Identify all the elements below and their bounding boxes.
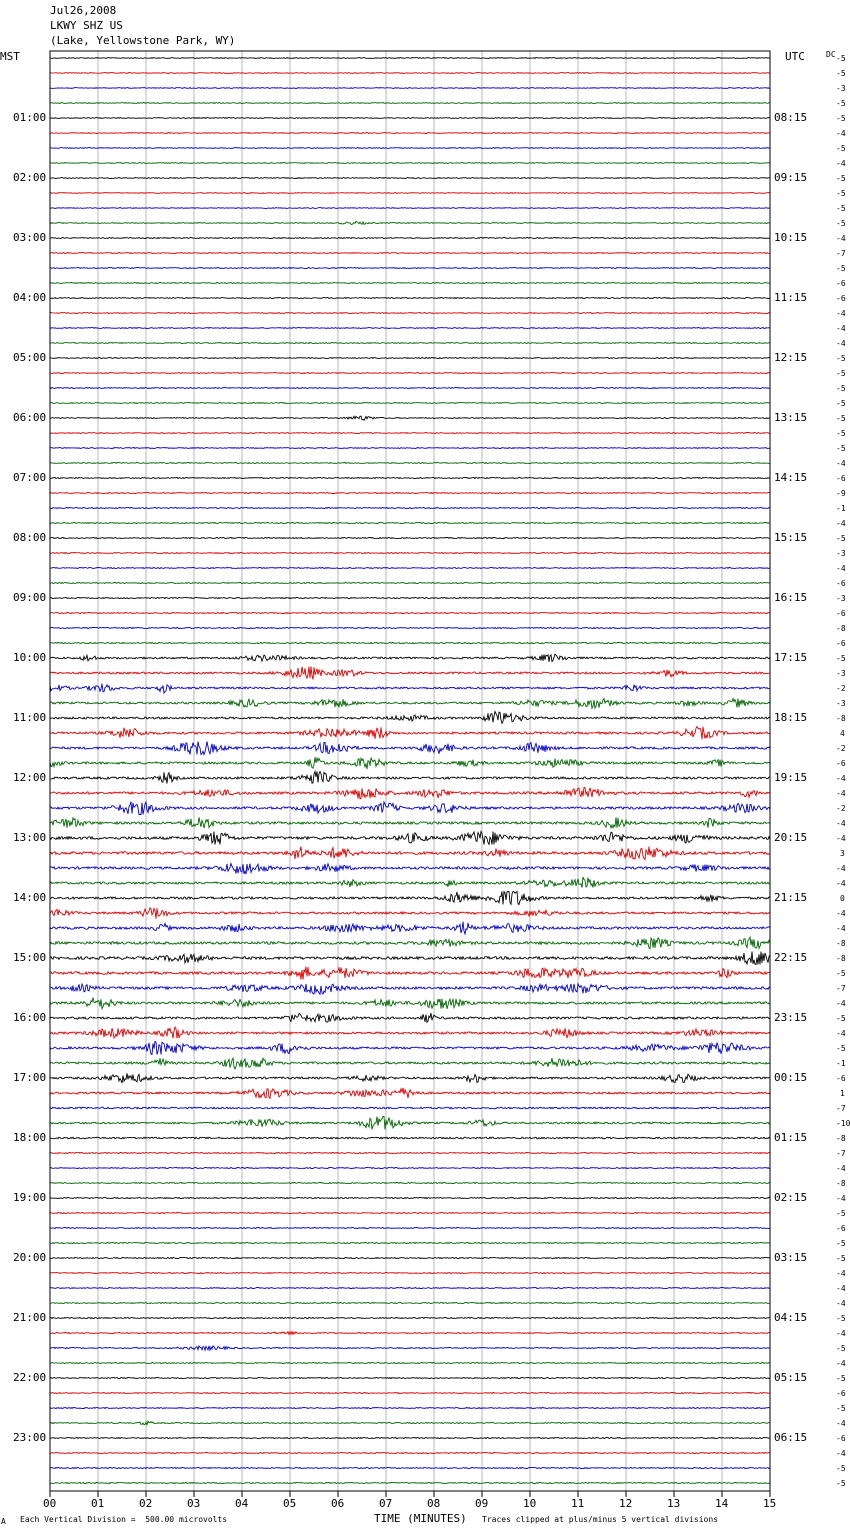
trace-row-57	[50, 908, 770, 919]
trace-row-74	[50, 1167, 770, 1168]
trace-row-12	[50, 238, 770, 239]
dc-offset-label: -1	[836, 504, 846, 513]
trace-row-65	[50, 1027, 770, 1038]
right-hour-label: 04:15	[774, 1311, 808, 1324]
trace-row-67	[50, 1058, 770, 1069]
right-timezone: UTC	[785, 50, 805, 63]
right-hour-label: 00:15	[774, 1071, 808, 1084]
trace-row-23	[50, 403, 770, 404]
trace-row-17	[50, 313, 770, 314]
trace-row-48	[50, 772, 770, 784]
trace-row-52	[50, 832, 770, 845]
trace-row-7	[50, 163, 770, 164]
trace-row-39	[50, 642, 770, 643]
dc-offset-label: -4	[836, 879, 846, 888]
trace-row-5	[50, 133, 770, 134]
x-tick-label: 12	[619, 1497, 633, 1510]
dc-offset-label: -6	[836, 279, 846, 288]
x-tick-label: 05	[283, 1497, 297, 1510]
left-hour-label: 02:00	[13, 171, 47, 184]
right-hour-label: 05:15	[774, 1371, 808, 1384]
trace-row-22	[50, 388, 770, 389]
dc-offset-label: -4	[836, 339, 846, 348]
plot-frame	[50, 51, 770, 1491]
trace-row-10	[50, 208, 770, 209]
trace-row-18	[50, 328, 770, 329]
dc-offset-label: -5	[836, 534, 846, 543]
trace-row-30	[50, 507, 770, 508]
left-hour-label: 06:00	[13, 411, 47, 424]
left-hour-label: 18:00	[13, 1131, 47, 1144]
trace-row-78	[50, 1227, 770, 1228]
dc-offset-label: -10	[836, 1119, 850, 1128]
dc-offset-label: -4	[836, 819, 846, 828]
x-tick-label: 01	[91, 1497, 105, 1510]
trace-row-1	[50, 73, 770, 74]
right-hour-label: 19:15	[774, 771, 808, 784]
trace-row-45	[50, 727, 770, 740]
left-hour-label: 22:00	[13, 1371, 47, 1384]
dc-offset-label: -4	[836, 789, 846, 798]
x-axis-label: TIME (MINUTES)	[374, 1512, 467, 1525]
trace-row-68	[50, 1073, 770, 1083]
dc-offset-label: -5	[836, 69, 846, 78]
trace-row-41	[50, 667, 770, 680]
trace-row-94	[50, 1467, 770, 1468]
trace-row-20	[50, 358, 770, 359]
trace-row-55	[50, 877, 770, 887]
dc-offset-label: -2	[836, 804, 846, 813]
dc-offset-label: -6	[836, 1389, 846, 1398]
dc-offset-label: -5	[836, 969, 846, 978]
trace-row-2	[50, 88, 770, 89]
right-hour-label: 23:15	[774, 1011, 808, 1024]
dc-offset-label: -5	[836, 174, 846, 183]
trace-row-60	[50, 952, 770, 965]
dc-offset-label: -5	[836, 354, 846, 363]
right-hour-label: 18:15	[774, 711, 808, 724]
trace-row-62	[50, 984, 770, 995]
right-hour-label: 15:15	[774, 531, 808, 544]
trace-row-81	[50, 1272, 770, 1273]
dc-offset-label: -5	[836, 414, 846, 423]
left-hour-label: 20:00	[13, 1251, 47, 1264]
right-hour-label: 12:15	[774, 351, 808, 364]
dc-offset-label: -8	[836, 714, 846, 723]
left-hour-label: 09:00	[13, 591, 47, 604]
trace-row-44	[50, 712, 770, 724]
dc-offset-label: -2	[836, 744, 846, 753]
left-hour-label: 14:00	[13, 891, 47, 904]
dc-offset-label: -9	[836, 489, 846, 498]
dc-offset-label: -4	[836, 519, 846, 528]
trace-row-46	[50, 742, 770, 755]
x-tick-label: 15	[763, 1497, 777, 1510]
trace-row-70	[50, 1107, 770, 1109]
left-hour-label: 21:00	[13, 1311, 47, 1324]
x-tick-label: 03	[187, 1497, 201, 1510]
x-tick-label: 00	[43, 1497, 57, 1510]
left-hour-label: 07:00	[13, 471, 47, 484]
trace-row-38	[50, 627, 770, 628]
dc-offset-label: -7	[836, 984, 846, 993]
trace-row-90	[50, 1407, 770, 1408]
dc-offset-label: -5	[836, 1464, 846, 1473]
dc-offset-label: -3	[836, 594, 846, 603]
dc-offset-label: -4	[836, 1329, 846, 1338]
trace-row-82	[50, 1287, 770, 1288]
trace-row-13	[50, 253, 770, 254]
trace-row-73	[50, 1152, 770, 1153]
left-hour-label: 01:00	[13, 111, 47, 124]
trace-row-75	[50, 1182, 770, 1183]
dc-offset-label: -5	[836, 54, 846, 63]
dc-offset-label: -5	[836, 99, 846, 108]
trace-row-33	[50, 552, 770, 553]
trace-row-83	[50, 1302, 770, 1303]
dc-offset-label: -4	[836, 999, 846, 1008]
dc-offset-label: -5	[836, 144, 846, 153]
dc-offset-label: -4	[836, 459, 846, 468]
trace-row-50	[50, 802, 770, 815]
dc-offset-label: -4	[836, 1194, 846, 1203]
dc-offset-label: -7	[836, 1104, 846, 1113]
trace-row-9	[50, 193, 770, 194]
dc-offset-label: -4	[836, 1029, 846, 1038]
dc-offset-label: -4	[836, 564, 846, 573]
trace-row-69	[50, 1088, 770, 1099]
dc-offset-label: -4	[836, 1449, 846, 1458]
trace-row-21	[50, 373, 770, 374]
right-hour-label: 22:15	[774, 951, 808, 964]
right-hour-label: 17:15	[774, 651, 808, 664]
dc-offset-label: -3	[836, 699, 846, 708]
right-hour-label: 03:15	[774, 1251, 808, 1264]
left-hour-label: 10:00	[13, 651, 47, 664]
trace-row-16	[50, 298, 770, 299]
station-location: (Lake, Yellowstone Park, WY)	[50, 34, 236, 47]
dc-offset-label: -3	[836, 84, 846, 93]
right-hour-label: 11:15	[774, 291, 808, 304]
x-axis-ticks	[50, 1491, 770, 1497]
dc-offset-label: -5	[836, 654, 846, 663]
x-tick-label: 02	[139, 1497, 153, 1510]
dc-offset-label: -4	[836, 324, 846, 333]
dc-offset-label: -8	[836, 1179, 846, 1188]
dc-offset-label: -4	[836, 834, 846, 843]
dc-offset-label: -4	[836, 1359, 846, 1368]
scale-note: Each Vertical Division = 500.00 microvolts	[20, 1515, 228, 1524]
trace-row-54	[50, 864, 770, 875]
trace-row-15	[50, 283, 770, 284]
dc-offset-label: -5	[836, 429, 846, 438]
dc-offset-label: -4	[836, 234, 846, 243]
trace-row-95	[50, 1482, 770, 1483]
right-hour-label: 21:15	[774, 891, 808, 904]
x-tick-label: 07	[379, 1497, 393, 1510]
left-hour-label: 03:00	[13, 231, 47, 244]
dc-offset-label: -6	[836, 759, 846, 768]
dc-offset-label: -5	[836, 189, 846, 198]
dc-offset-label: 1	[840, 1089, 845, 1098]
dc-offset-label: -5	[836, 264, 846, 273]
dc-offset-label: -6	[836, 1074, 846, 1083]
left-hour-label: 13:00	[13, 831, 47, 844]
trace-row-59	[50, 937, 770, 949]
dc-offset-label: -6	[836, 294, 846, 303]
dc-offset-label: -6	[836, 1224, 846, 1233]
trace-row-79	[50, 1242, 770, 1243]
dc-offset-label: -4	[836, 1299, 846, 1308]
right-hour-label: 16:15	[774, 591, 808, 604]
x-tick-label: 08	[427, 1497, 441, 1510]
dc-offset-label: -3	[836, 669, 846, 678]
dc-offset-label: -4	[836, 1284, 846, 1293]
dc-offset-label: -5	[836, 204, 846, 213]
trace-row-24	[50, 416, 770, 420]
dc-offset-label: 4	[840, 729, 845, 738]
x-tick-label: 04	[235, 1497, 249, 1510]
dc-offset-label: -5	[836, 114, 846, 123]
x-tick-label: 06	[331, 1497, 345, 1510]
left-hour-label: 12:00	[13, 771, 47, 784]
left-hour-label: 04:00	[13, 291, 47, 304]
x-tick-label: 11	[571, 1497, 585, 1510]
trace-row-80	[50, 1257, 770, 1258]
trace-row-3	[50, 103, 770, 104]
trace-row-28	[50, 477, 770, 478]
dc-offset-label: -4	[836, 924, 846, 933]
dc-offset-label: -5	[836, 399, 846, 408]
trace-row-77	[50, 1212, 770, 1213]
dc-offset-label: -8	[836, 954, 846, 963]
dc-offset-label: -4	[836, 129, 846, 138]
trace-row-86	[50, 1346, 770, 1350]
right-hour-label: 13:15	[774, 411, 808, 424]
x-tick-label: 13	[667, 1497, 681, 1510]
left-hour-label: 08:00	[13, 531, 47, 544]
trace-row-92	[50, 1437, 770, 1438]
clip-note: Traces clipped at plus/minus 5 vertical divisions	[482, 1515, 719, 1524]
dc-offset-label: -5	[836, 1404, 846, 1413]
left-hour-label: 05:00	[13, 351, 47, 364]
left-timezone: MST	[0, 50, 20, 63]
station-code: LKWY SHZ US	[50, 19, 123, 32]
dc-offset-label: -8	[836, 624, 846, 633]
trace-row-32	[50, 537, 770, 538]
trace-row-53	[50, 847, 770, 860]
dc-offset-label: -4	[836, 909, 846, 918]
trace-row-29	[50, 492, 770, 493]
dc-offset-label: -4	[836, 309, 846, 318]
right-hour-label: 02:15	[774, 1191, 808, 1204]
dc-offset-label: -5	[836, 1209, 846, 1218]
seismic-traces	[50, 58, 770, 1484]
dc-offset-label: -6	[836, 579, 846, 588]
trace-row-19	[50, 343, 770, 344]
dc-offset-label: -5	[836, 369, 846, 378]
trace-row-63	[50, 998, 770, 1009]
dc-offset-label: -6	[836, 609, 846, 618]
minute-gridlines	[98, 51, 722, 1491]
trace-row-71	[50, 1117, 770, 1130]
trace-row-34	[50, 567, 770, 568]
dc-offset-label: -1	[836, 1059, 846, 1068]
left-hour-label: 15:00	[13, 951, 47, 964]
trace-row-85	[50, 1331, 770, 1334]
trace-row-35	[50, 582, 770, 583]
trace-row-8	[50, 178, 770, 179]
dc-offset-label: -4	[836, 864, 846, 873]
dc-offset-label: -5	[836, 1479, 846, 1488]
trace-row-11	[50, 221, 770, 224]
trace-row-89	[50, 1392, 770, 1393]
left-hour-label: 16:00	[13, 1011, 47, 1024]
dc-offset-label: -8	[836, 939, 846, 948]
dc-offset-label: -3	[836, 549, 846, 558]
trace-row-6	[50, 148, 770, 149]
right-hour-label: 14:15	[774, 471, 808, 484]
trace-row-76	[50, 1197, 770, 1198]
trace-row-66	[50, 1042, 770, 1055]
trace-row-51	[50, 817, 770, 828]
trace-row-25	[50, 433, 770, 434]
left-hour-label: 23:00	[13, 1431, 47, 1444]
trace-row-61	[50, 967, 770, 980]
dc-offset-label: 0	[840, 894, 845, 903]
trace-row-58	[50, 922, 770, 934]
trace-row-26	[50, 448, 770, 449]
dc-offset-label: -5	[836, 1014, 846, 1023]
trace-row-87	[50, 1362, 770, 1363]
x-tick-label: 09	[475, 1497, 489, 1510]
chart-date: Jul26,2008	[50, 4, 117, 17]
right-hour-label: 01:15	[774, 1131, 808, 1144]
trace-row-42	[50, 684, 770, 693]
trace-row-27	[50, 463, 770, 464]
trace-row-72	[50, 1137, 770, 1139]
dc-offset-label: 3	[840, 849, 845, 858]
trace-row-49	[50, 787, 770, 798]
dc-offset-label: -5	[836, 444, 846, 453]
dc-offset-label: -4	[836, 1419, 846, 1428]
right-hour-label: 08:15	[774, 111, 808, 124]
dc-offset-label: -4	[836, 1269, 846, 1278]
dc-offset-label: -7	[836, 1149, 846, 1158]
dc-offset-label: -7	[836, 249, 846, 258]
trace-row-0	[50, 58, 770, 59]
dc-label: DC	[826, 50, 836, 59]
trace-row-40	[50, 654, 770, 662]
corner-mark: A	[1, 1517, 6, 1526]
dc-offset-label: -5	[836, 1344, 846, 1353]
dc-offset-label: -5	[836, 1314, 846, 1323]
dc-offset-label: -6	[836, 1434, 846, 1443]
dc-offset-label: -5	[836, 1254, 846, 1263]
trace-row-4	[50, 118, 770, 119]
trace-row-47	[50, 757, 770, 769]
trace-row-64	[50, 1013, 770, 1022]
dc-offset-label: -4	[836, 159, 846, 168]
left-hour-label: 11:00	[13, 711, 47, 724]
left-hour-label: 17:00	[13, 1071, 47, 1084]
trace-row-56	[50, 892, 770, 905]
trace-row-88	[50, 1377, 770, 1378]
trace-row-36	[50, 597, 770, 598]
trace-row-43	[50, 699, 770, 709]
right-hour-label: 06:15	[774, 1431, 808, 1444]
dc-offset-label: -4	[836, 1164, 846, 1173]
left-hour-label: 19:00	[13, 1191, 47, 1204]
trace-row-14	[50, 268, 770, 269]
trace-row-31	[50, 522, 770, 523]
trace-row-91	[50, 1421, 770, 1425]
trace-row-84	[50, 1317, 770, 1318]
dc-offset-label: -6	[836, 639, 846, 648]
right-hour-label: 09:15	[774, 171, 808, 184]
right-hour-label: 10:15	[774, 231, 808, 244]
dc-offset-label: -6	[836, 474, 846, 483]
dc-offset-label: -5	[836, 1239, 846, 1248]
right-hour-label: 20:15	[774, 831, 808, 844]
dc-offset-label: -5	[836, 219, 846, 228]
dc-offset-label: -8	[836, 1134, 846, 1143]
trace-row-37	[50, 612, 770, 613]
dc-offset-label: -5	[836, 1044, 846, 1053]
dc-offset-label: -5	[836, 384, 846, 393]
dc-offset-label: -5	[836, 1374, 846, 1383]
x-tick-label: 14	[715, 1497, 729, 1510]
dc-offset-label: -2	[836, 684, 846, 693]
trace-row-93	[50, 1452, 770, 1453]
x-tick-label: 10	[523, 1497, 537, 1510]
dc-offset-label: -4	[836, 774, 846, 783]
